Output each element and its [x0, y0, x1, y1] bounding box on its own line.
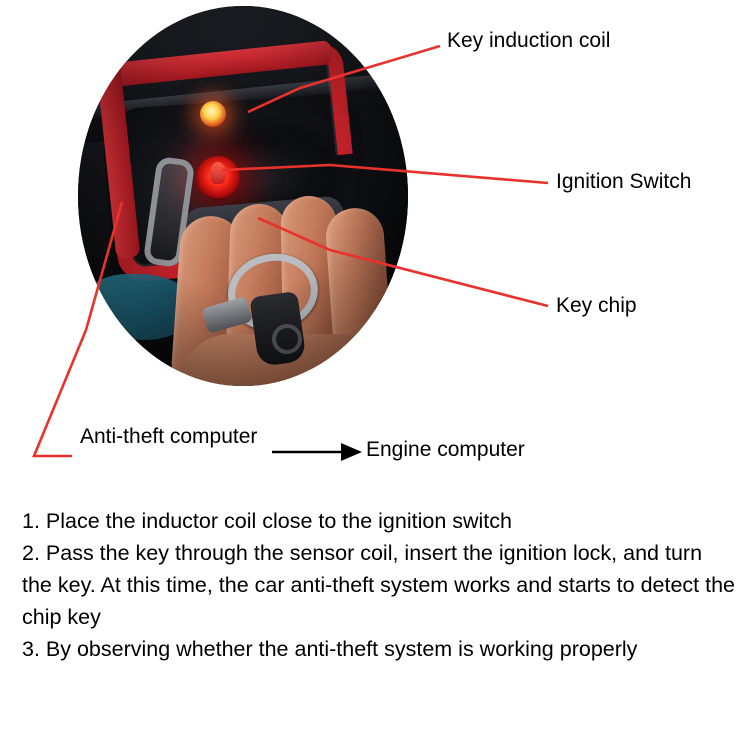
callout-label-engine-computer: Engine computer: [366, 438, 525, 461]
arrow-head-engine-computer: [341, 443, 362, 461]
photo-circle: [78, 6, 408, 386]
instruction-step-1: 1. Place the inductor coil close to the ignition switch: [22, 509, 512, 533]
instruction-step-3: 3. By observing whether the anti-theft system is working properly: [22, 637, 638, 661]
product-photo: [78, 6, 408, 386]
instruction-step-2: 2. Pass the key through the sensor coil, insert the ignition lock, and turn the key. At this time, the car anti-theft system works and starts to detect the chip key: [22, 541, 735, 629]
anti-theft-key-symbol-icon: [210, 162, 226, 184]
callout-label-ignition-switch: Ignition Switch: [556, 170, 692, 193]
instructions-block: [22, 505, 736, 665]
callout-label-key-induction-coil: Key induction coil: [447, 29, 611, 52]
callout-label-key-chip: Key chip: [556, 294, 637, 317]
callout-label-anti-theft-computer: Anti-theft computer: [80, 425, 258, 448]
